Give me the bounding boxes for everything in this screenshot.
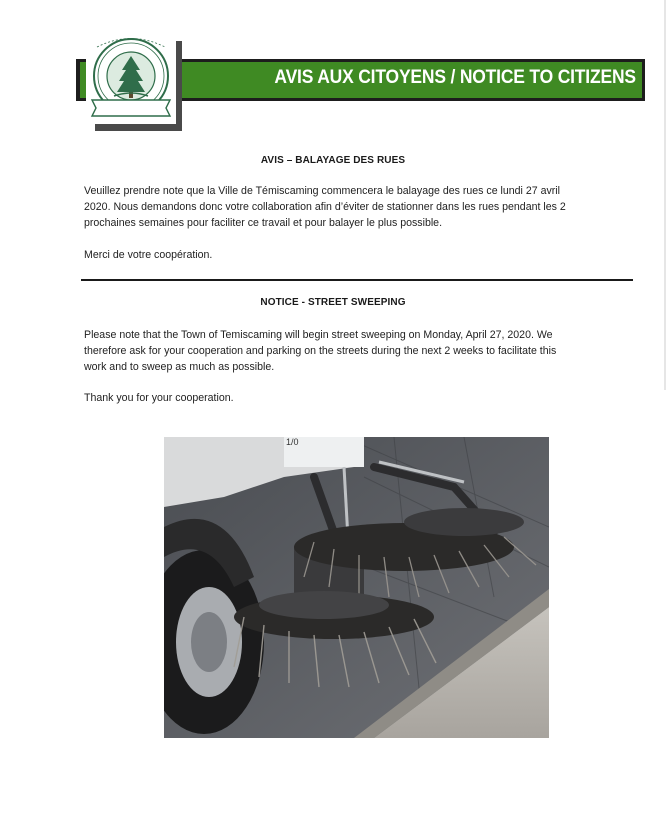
french-heading: AVIS – BALAYAGE DES RUES [260,155,406,166]
street-sweeper-photo [164,437,549,738]
logo-shadow [175,41,182,131]
page-title: AVIS AUX CITOYENS / NOTICE TO CITIZENS [274,67,636,88]
english-body-line-3: work and to sweep as much as possible. [84,361,275,373]
street-sweeper-illustration [164,437,549,738]
french-body-line-1: Veuillez prendre note que la Ville de Témiscaming commencera le balayage des rues ce lundi 27 avril [84,185,561,197]
section-divider [81,279,633,281]
english-closing: Thank you for your cooperation. [84,392,234,404]
english-body-line-1: Please note that the Town of Temiscaming will begin street sweeping on Monday, April 27, 2020. We [84,329,553,341]
french-body-line-3: prochaines semaines pour faciliter ce travail et pour balayer le plus possible. [84,217,443,229]
french-closing: Merci de votre coopération. [84,249,213,261]
vehicle-marking: 1/0 [286,437,299,447]
french-body-line-2: 2020. Nous demandons donc votre collaboration afin d’éviter de stationner dans les rues pendant les 2 [84,201,566,213]
logo-shadow-bottom [95,124,182,131]
town-logo [86,36,176,124]
english-body-line-2: therefore ask for your cooperation and parking on the streets during the next 2 weeks to facilitate this [84,345,557,357]
town-seal-icon [86,36,176,124]
english-heading: NOTICE - STREET SWEEPING [260,297,406,308]
